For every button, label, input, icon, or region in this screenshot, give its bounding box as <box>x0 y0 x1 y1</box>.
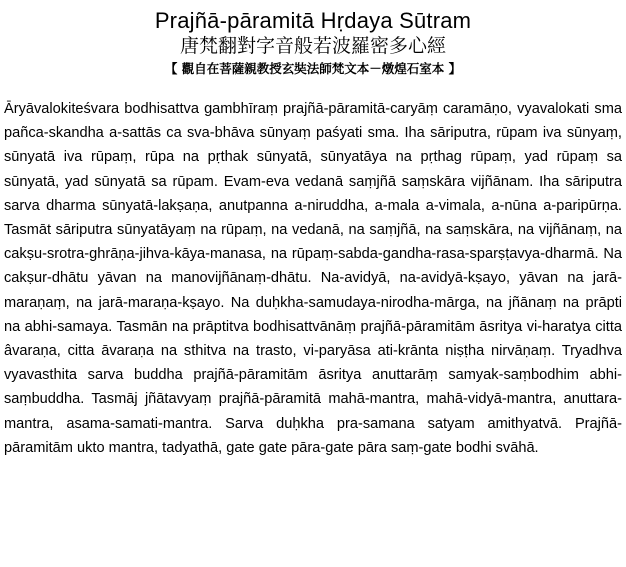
document-attribution: 【 觀自在菩薩親教授玄奘法師梵文本－燉煌石室本 】 <box>164 61 462 76</box>
sutra-body-text: Āryāvalokiteśvara bodhisattva gambhīraṃ prajñā-pāramitā-caryāṃ caramāṇo, vyavalokati sma pañca-skandha a-sattās ca sva-bhāva sūnyaṃ paśyati sma. Iha sāriputra, rūpam iva sūnyaṃ, sūnyatā iva rūpaṃ, rūpa na pṛthak sūnyatā, sūnyatāya na pṛthag rūpaṃ, yad rūpaṃ sa sūnyatā, yad sūnyatā sa rūpam. Evam-eva vedanā saṃjñā saṃskāra vijñānam. Iha sāriputra sarva dharma sūnyatā-lakṣaṇa, anutpanna a-niruddha, a-mala a-vimala, a-nūna a-paripūrṇa. Tasmāt sāriputra sūnyatāyaṃ na rūpaṃ, na vedanā, na saṃjñā, na saṃskāra, na vijñānaṃ, na cakṣu-srotra-ghrāṇa-jihva-kāya-manasa, na rūpaṃ-sabda-gandha-rasa-sparṣṭavya-dharmā. Na cakṣur-dhātu yāvan na manovijñānaṃ-dhātu. Na-avidyā, na-avidyā-kṣayo, yāvan na jarā-maraṇaṃ, na jarā-maraṇa-kṣayo. Na duḥkha-samudaya-nirodha-mārga, na jñānaṃ na prāpti na abhi-samaya. Tasmān na prāptitva bodhisattvānāṃ prajñā-pāramitām āsritya vi-haratya citta âvaraṇa, citta āvaraṇa na sthitva na trasto, vi-paryāsa ati-krānta niṣṭha nirvāṇaṃ. Tryadhva vyavasthita sarva buddha prajñā-pāramitām āsritya anuttarāṃ samyak-saṃbodhim abhi-saṃbuddha. Tasmāj jñātavyaṃ prajñā-pāramitā mahā-mantra, mahā-vidyā-mantra, anuttara-mantra, asama-samati-mantra. Sarva duḥkha pra-samana satyam amithyatvā. Prajñā-pāramitām ukto mantra, tadyathā, gate gate pāra-gate pāra saṃ-gate bodhi svāhā. <box>4 101 622 456</box>
document-title: Prajñā-pāramitā Hṛdaya Sūtram <box>154 8 472 33</box>
document-header <box>0 0 626 78</box>
document-subtitle: 唐梵翻對字音般若波羅密多心經 <box>179 35 446 57</box>
